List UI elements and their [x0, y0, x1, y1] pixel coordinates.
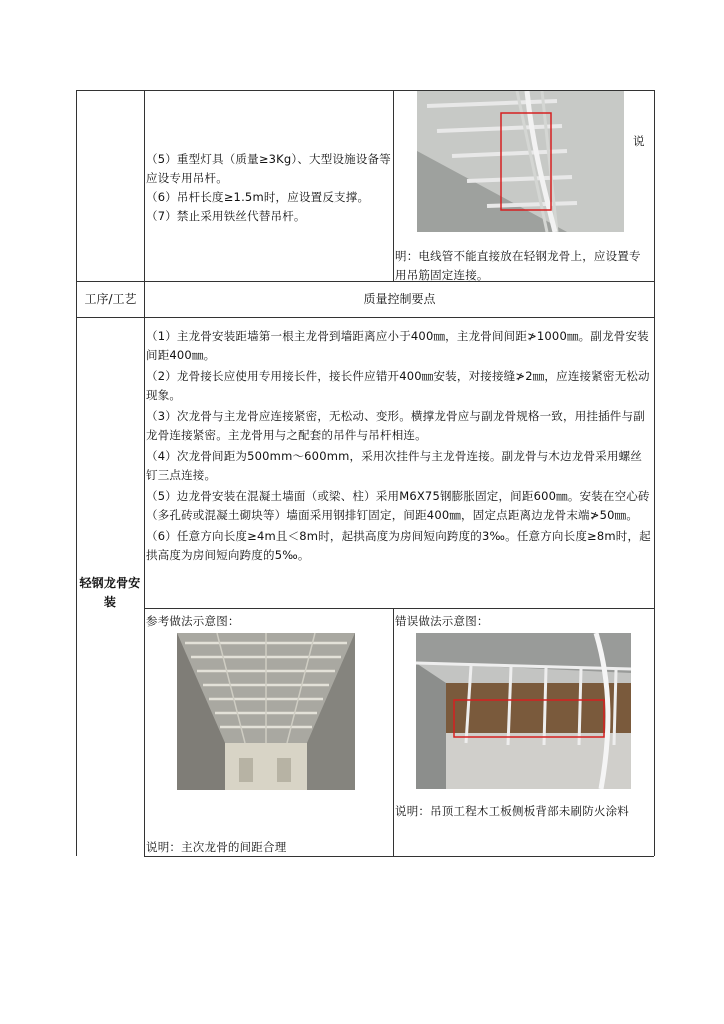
wrong-conduit-photo — [417, 91, 624, 232]
quality-points-list — [146, 327, 652, 565]
table-left-border — [76, 90, 77, 856]
table-col-divider — [144, 90, 145, 856]
top-item-5: （5）重型灯具（质量≥3Kg）、大型设施设备等应设专用吊杆。 — [146, 152, 391, 185]
top-item-7: （7）禁止采用铁丝代替吊杆。 — [146, 209, 306, 223]
table-header-divider — [76, 317, 654, 318]
top-inner-divider — [393, 90, 394, 281]
ref-caption: 说明：主次龙骨的间距合理 — [146, 840, 287, 854]
point-2: （2）龙骨接长应使用专用接长件，接长件应错开400㎜安装，对接接缝≯2㎜，应连接紧密无松动现象。 — [146, 369, 650, 402]
table-images-divider — [144, 608, 654, 609]
error-keel-photo — [416, 633, 631, 789]
bottom-inner-divider — [393, 608, 394, 856]
top-caption-char: 说 — [633, 134, 645, 148]
point-3: （3）次龙骨与主龙骨应连接紧密，无松动、变形。横撑龙骨应与副龙骨规格一致，用挂插件与副龙骨连接紧密。主龙骨用与之配套的吊件与吊杆相连。 — [146, 409, 645, 442]
top-caption: 明：电线管不能直接放在轻钢龙骨上，应设置专用吊筋固定连接。 — [395, 249, 641, 282]
point-1: （1）主龙骨安装距墙第一根主龙骨到墙距离应小于400㎜，主龙骨间间距≯1000㎜。副龙骨安装间距400㎜。 — [146, 329, 649, 362]
section-name: 轻钢龙骨安装 — [79, 576, 141, 609]
point-6: （6）任意方向长度≥4m且＜8m时，起拱高度为房间短向跨度的3‰。任意方向长度≥8m时，起拱高度为房间短向跨度的5‰。 — [146, 529, 651, 562]
top-items — [146, 150, 391, 226]
header-quality-points: 质量控制要点 — [363, 292, 436, 306]
table-right-border — [654, 90, 655, 856]
err-label: 错误做法示意图： — [395, 614, 489, 628]
err-caption: 说明：吊顶工程木工板侧板背部未刷防火涂料 — [395, 804, 629, 818]
header-process: 工序/工艺 — [84, 292, 137, 306]
reference-keel-photo — [177, 633, 355, 790]
point-4: （4）次龙骨间距为500mm～600mm，采用次挂件与主龙骨连接。副龙骨与木边龙骨采用螺丝钉三点连接。 — [146, 449, 643, 482]
ref-label: 参考做法示意图： — [146, 614, 240, 628]
top-item-6: （6）吊杆长度≥1.5m时，应设置反支撑。 — [146, 190, 370, 204]
point-5: （5）边龙骨安装在混凝土墙面（或梁、柱）采用M6X75钢膨胀固定，间距600㎜。安装在空心砖（多孔砖或混凝土砌块等）墙面采用钢排钉固定，间距400㎜，固定点距离边龙骨末端≯50㎜。 — [146, 489, 650, 522]
